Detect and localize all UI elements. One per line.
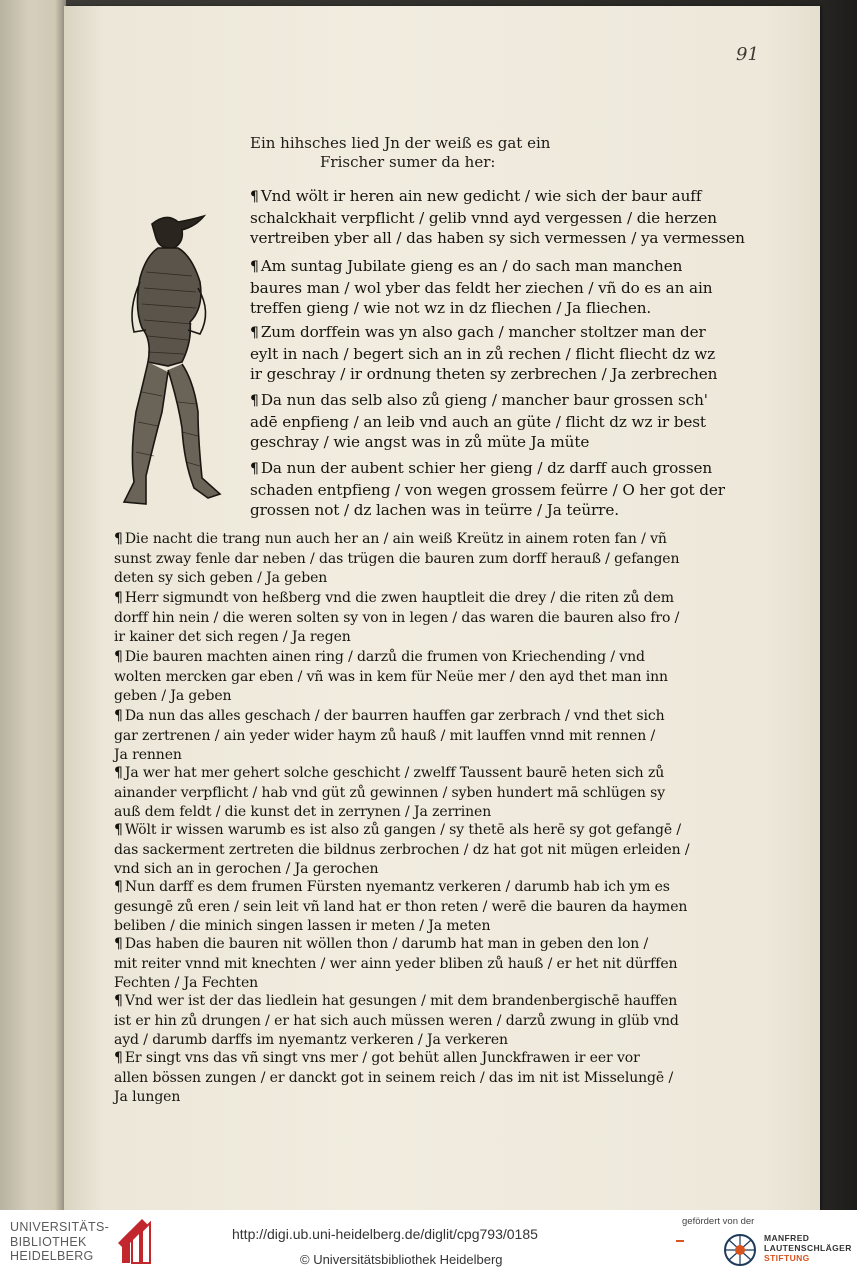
stanza-line: ¶ Die bauren machten ainen ring / darzů die frumen von Kriechending / vnd	[114, 649, 645, 665]
stanza-line: ¶ Er singt vns das vñ singt vns mer / got behüt allen Junckfrawen ir eer vor	[114, 1050, 640, 1066]
stanza-4	[250, 390, 708, 453]
library-name[interactable]: UNIVERSITÄTS- BIBLIOTHEK HEIDELBERG	[10, 1220, 110, 1263]
pilcrow-icon: ¶	[114, 993, 123, 1009]
stanza-line: Fechten / Ja Fechten	[114, 975, 259, 991]
sponsor-label: gefördert von der	[682, 1216, 755, 1227]
stanza-line: mit reiter vnnd mit knechten / wer ainn yeder bliben zů hauß / er het nit dürffen	[114, 955, 678, 972]
stanza-2	[250, 256, 712, 319]
pilcrow-icon: ¶	[114, 765, 123, 781]
stanza-line: ir geschray / ir ordnung theten sy zerbrechen / Ja zerbrechen	[250, 365, 718, 383]
stanza-6	[114, 530, 679, 589]
stanza-7	[114, 589, 679, 648]
pilcrow-icon: ¶	[114, 590, 123, 606]
stanza-line: ¶ Das haben die bauren nit wöllen thon / darumb hat man in geben den lon /	[114, 936, 649, 952]
stanza-11	[114, 821, 690, 880]
stanza-line: gar zertrenen / ain yeder wider haym zů hauß / mit lauffen vnnd mit rennen /	[114, 727, 656, 744]
stanza-line: grossen not / dz lachen was in teürre / Ja teürre.	[250, 501, 619, 519]
stanza-line: sunst zway fenle dar neben / das trügen die bauren zum dorff herauß / gefangen	[114, 550, 680, 567]
stanza-line: ¶ Da nun das alles geschach / der baurren hauffen gar zerbrach / vnd thet sich	[114, 708, 665, 724]
stanza-line: ist er hin zů drungen / er hat sich auch müssen weren / darzů zwung in glüb vnd	[114, 1012, 679, 1029]
stanza-12	[114, 878, 687, 937]
title-line-2: Frischer sumer da her:	[320, 153, 496, 171]
stanza-5	[250, 458, 725, 521]
stanza-line: vnd sich an in gerochen / Ja gerochen	[114, 861, 379, 877]
pilcrow-icon: ¶	[114, 879, 123, 895]
copyright-notice: © Universitätsbibliothek Heidelberg	[300, 1252, 503, 1267]
stanza-line: gesungē zů eren / sein leit vñ land hat er thon reten / werē die bauren da haymen	[114, 898, 688, 915]
stanza-line: ¶ Am suntag Jubilate gieng es an / do sach man manchen	[250, 257, 683, 275]
pilcrow-icon: ¶	[250, 325, 259, 341]
foundation-name[interactable]: MANFRED LAUTENSCHLÄGER STIFTUNG	[764, 1233, 852, 1263]
title-line-1: Ein hihsches lied Jn der weiß es gat ein	[250, 134, 551, 152]
pilcrow-icon: ¶	[114, 708, 123, 724]
stanza-line: deten sy sich geben / Ja geben	[114, 570, 328, 586]
pilcrow-icon: ¶	[114, 649, 123, 665]
stanza-line: ir kainer det sich regen / Ja regen	[114, 629, 351, 645]
folio-number: 91	[736, 44, 759, 65]
stanza-line: ¶ Vnd wer ist der das liedlein hat gesungen / mit dem brandenbergischē hauffen	[114, 993, 678, 1009]
stanza-line: ¶ Nun darff es dem frumen Fürsten nyemantz verkeren / darumb hab ich ym es	[114, 879, 670, 895]
stanza-1	[250, 186, 745, 249]
stanza-line: geschray / wie angst was in zů müte Ja müte	[250, 433, 590, 451]
pilcrow-icon: ¶	[250, 461, 259, 477]
stanza-13	[114, 935, 677, 994]
divider	[676, 1240, 684, 1242]
stanza-line: ayd / darumb darffs im nyemantz verkeren / Ja verkeren	[114, 1032, 508, 1048]
stanza-line: ¶ Ja wer hat mer gehert solche geschicht / zwelff Taussent baurē heten sich zů	[114, 765, 665, 781]
stanza-line: ¶ Da nun der aubent schier her gieng / dz darff auch grossen	[250, 459, 713, 477]
pilcrow-icon: ¶	[114, 936, 123, 952]
stanza-line: beliben / die minich singen lassen ir meten / Ja meten	[114, 918, 491, 934]
stanza-line: baures man / wol yber das feldt her ziechen / vñ do es an ain	[250, 278, 713, 297]
pilcrow-icon: ¶	[114, 822, 123, 838]
foundation-logo-icon[interactable]	[720, 1231, 760, 1269]
stanza-line: wolten mercken gar eben / vñ was in kem für Neüe mer / den ayd thet man inn	[114, 668, 668, 685]
stanza-line: schaden entpfieng / von wegen grossem feürre / O her got der	[250, 480, 725, 499]
stanza-line: adē enpfieng / an leib vnd auch an güte / flicht dz wz ir best	[250, 412, 706, 431]
stanza-line: das sackerment zertreten die bildnus zerbrochen / dz hat got nit mügen erleiden /	[114, 841, 690, 858]
stanza-3	[250, 322, 717, 385]
pilcrow-icon: ¶	[114, 1050, 123, 1066]
stanza-line: ¶ Zum dorffein was yn also gach / mancher stoltzer man der	[250, 323, 706, 341]
stanza-line: auß dem feldt / die kunst det in zerrynen / Ja zerrinen	[114, 804, 492, 820]
stanza-line: geben / Ja geben	[114, 688, 232, 704]
stanza-line: ¶ Vnd wölt ir heren ain new gedicht / wie sich der baur auff	[250, 187, 702, 205]
stanza-8	[114, 648, 668, 707]
stanza-9	[114, 707, 665, 766]
stanza-line: Ja rennen	[114, 747, 182, 763]
woodcut-figure-image	[112, 212, 232, 512]
stanza-line: ainander verpflicht / hab vnd güt zů gewinnen / syben hundert mā schlügen sy	[114, 784, 666, 801]
pilcrow-icon: ¶	[250, 393, 259, 409]
stanza-line: vertreiben yber all / das haben sy sich vermessen / ya vermessen	[250, 229, 745, 247]
stanza-15	[114, 1049, 673, 1108]
stanza-line: schalckhait verpflicht / gelib vnnd ayd vergessen / die herzen	[250, 208, 717, 227]
stanza-line: ¶ Die nacht die trang nun auch her an / ain weiß Kreütz in ainem roten fan / vñ	[114, 531, 667, 547]
pilcrow-icon: ¶	[250, 259, 259, 275]
stanza-line: eylt in nach / begert sich an in zů rechen / flicht fliecht dz wz	[250, 344, 716, 363]
stanza-line: ¶ Wölt ir wissen warumb es ist also zů gangen / sy thetē als herē sy got gefangē /	[114, 822, 681, 838]
stanza-line: Ja lungen	[114, 1089, 181, 1105]
university-library-logo-icon[interactable]	[112, 1213, 158, 1269]
song-title	[250, 134, 670, 172]
pilcrow-icon: ¶	[114, 531, 123, 547]
stanza-line: ¶ Da nun das selb also zů gieng / mancher baur grossen sch'	[250, 391, 708, 409]
pilcrow-icon: ¶	[250, 189, 259, 205]
stanza-line: dorff hin nein / die weren solten sy von in legen / das waren die bauren also fro /	[114, 609, 680, 626]
permalink-url[interactable]: http://digi.ub.uni-heidelberg.de/diglit/cpg793/0185	[232, 1226, 538, 1242]
stanza-line: allen bössen zungen / er danckt got in seinem reich / das im nit ist Misselungē /	[114, 1069, 674, 1086]
stanza-line: treffen gieng / wie not wz in dz fliechen / Ja fliechen.	[250, 299, 652, 317]
stanza-10	[114, 764, 665, 823]
left-page-edge	[0, 0, 66, 1210]
stanza-line: ¶ Herr sigmundt von heßberg vnd die zwen hauptleit die drey / die riten zů dem	[114, 590, 674, 606]
stanza-14	[114, 992, 679, 1051]
